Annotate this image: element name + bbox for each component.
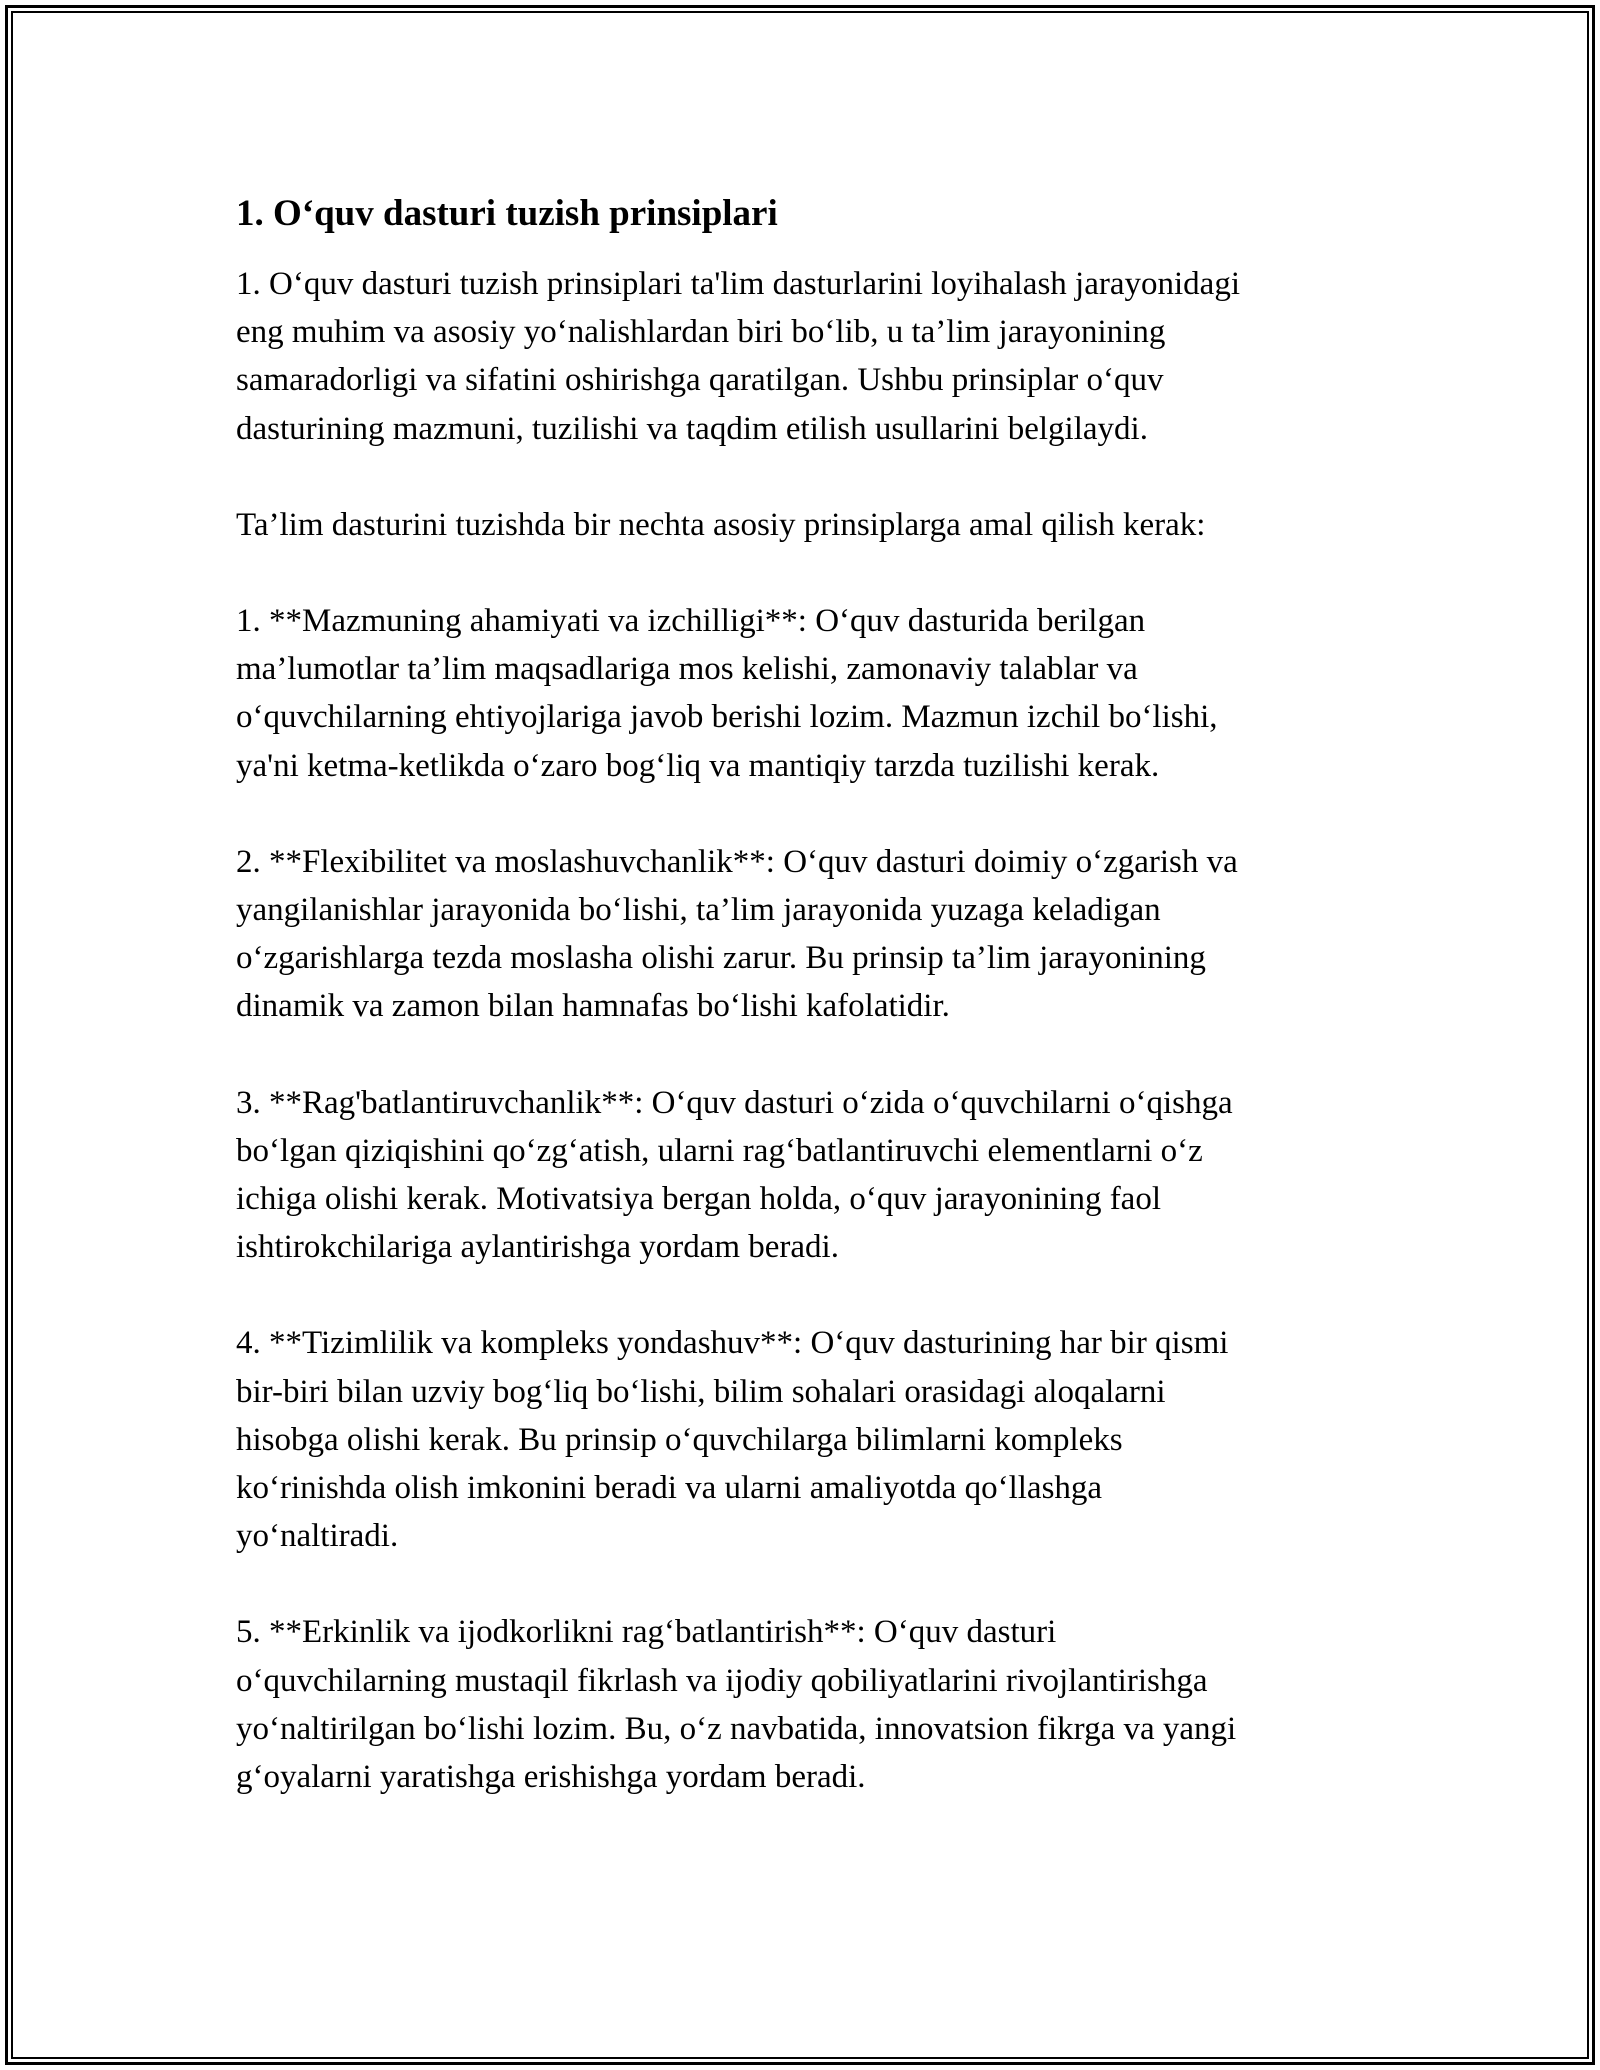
paragraph	[236, 1079, 1366, 1272]
text-line: o‘quvchilarning ehtiyojlariga javob berishi lozim. Mazmun izchil bo‘lishi,	[236, 699, 1218, 736]
text-line: ma’lumotlar ta’lim maqsadlariga mos kelishi, zamonaviy talablar va	[236, 651, 1138, 688]
text-line: ya'ni ketma-ketlikda o‘zaro bog‘liq va mantiqiy tarzda tuzilishi kerak.	[236, 747, 1160, 784]
text-line: Ta’lim dasturini tuzishda bir nechta asosiy prinsiplarga amal qilish kerak:	[236, 506, 1206, 543]
paragraph	[236, 597, 1366, 790]
text-line: 5. **Erkinlik va ijodkorlikni rag‘batlantirish**: O‘quv dasturi	[236, 1614, 1057, 1651]
text-line: 1. O‘quv dasturi tuzish prinsiplari ta'lim dasturlarini loyihalash jarayonidagi	[236, 266, 1240, 302]
text-line: samaradorligi va sifatini oshirishga qaratilgan. Ushbu prinsiplar o‘quv	[236, 362, 1164, 399]
text-line: ishtirokchilariga aylantirishga yordam beradi.	[236, 1229, 839, 1266]
text-line: 2. **Flexibilitet va moslashuvchanlik**: O‘quv dasturi doimiy o‘zgarish va	[236, 843, 1238, 880]
text-line: 1. **Mazmuning ahamiyati va izchilligi**: O‘quv dasturida berilgan	[236, 603, 1146, 640]
text-line: 4. **Tizimlilik va kompleks yondashuv**: O‘quv dasturining har bir qismi	[236, 1325, 1229, 1362]
text-line: yo‘naltirilgan bo‘lishi lozim. Bu, o‘z navbatida, innovatsion fikrga va yangi	[236, 1710, 1237, 1747]
text-line: yangilanishlar jarayonida bo‘lishi, ta’lim jarayonida yuzaga keladigan	[236, 892, 1161, 929]
text-line: dasturining mazmuni, tuzilishi va taqdim etilish usullarini belgilaydi.	[236, 410, 1148, 447]
text-line: yo‘naltiradi.	[236, 1518, 399, 1555]
text-line: o‘quvchilarning mustaqil fikrlash va ijodiy qobiliyatlarini rivojlantirishga	[236, 1662, 1208, 1699]
text-line: bir-biri bilan uzviy bog‘liq bo‘lishi, bilim sohalari orasidagi aloqalarni	[236, 1373, 1166, 1410]
paragraph	[236, 501, 1366, 549]
document-body	[236, 260, 1366, 1801]
text-line: ichiga olishi kerak. Motivatsiya bergan holda, o‘quv jarayonining faol	[236, 1181, 1161, 1218]
text-line: eng muhim va asosiy yo‘nalishlardan biri bo‘lib, u ta’lim jarayonining	[236, 314, 1166, 351]
paragraph	[236, 260, 1366, 453]
text-line: bo‘lgan qiziqishini qo‘zg‘atish, ularni rag‘batlantiruvchi elementlarni o‘z	[236, 1132, 1203, 1169]
text-line: g‘oyalarni yaratishga erishishga yordam beradi.	[236, 1759, 866, 1796]
document-page	[236, 186, 1366, 1801]
text-line: 3. **Rag'batlantiruvchanlik**: O‘quv dasturi o‘zida o‘quvchilarni o‘qishga	[236, 1084, 1233, 1121]
text-line: o‘zgarishlarga tezda moslasha olishi zarur. Bu prinsip ta’lim jarayonining	[236, 940, 1206, 977]
text-line: hisobga olishi kerak. Bu prinsip o‘quvchilarga bilimlarni kompleks	[236, 1421, 1123, 1458]
text-line: dinamik va zamon bilan hamnafas bo‘lishi kafolatidir.	[236, 988, 950, 1025]
paragraph	[236, 1319, 1366, 1560]
text-line: ko‘rinishda olish imkonini beradi va ularni amaliyotda qo‘llashga	[236, 1470, 1103, 1507]
paragraph	[236, 1608, 1366, 1801]
section-heading: 1. O‘quv dasturi tuzish prinsiplari	[236, 193, 778, 234]
paragraph	[236, 838, 1366, 1031]
